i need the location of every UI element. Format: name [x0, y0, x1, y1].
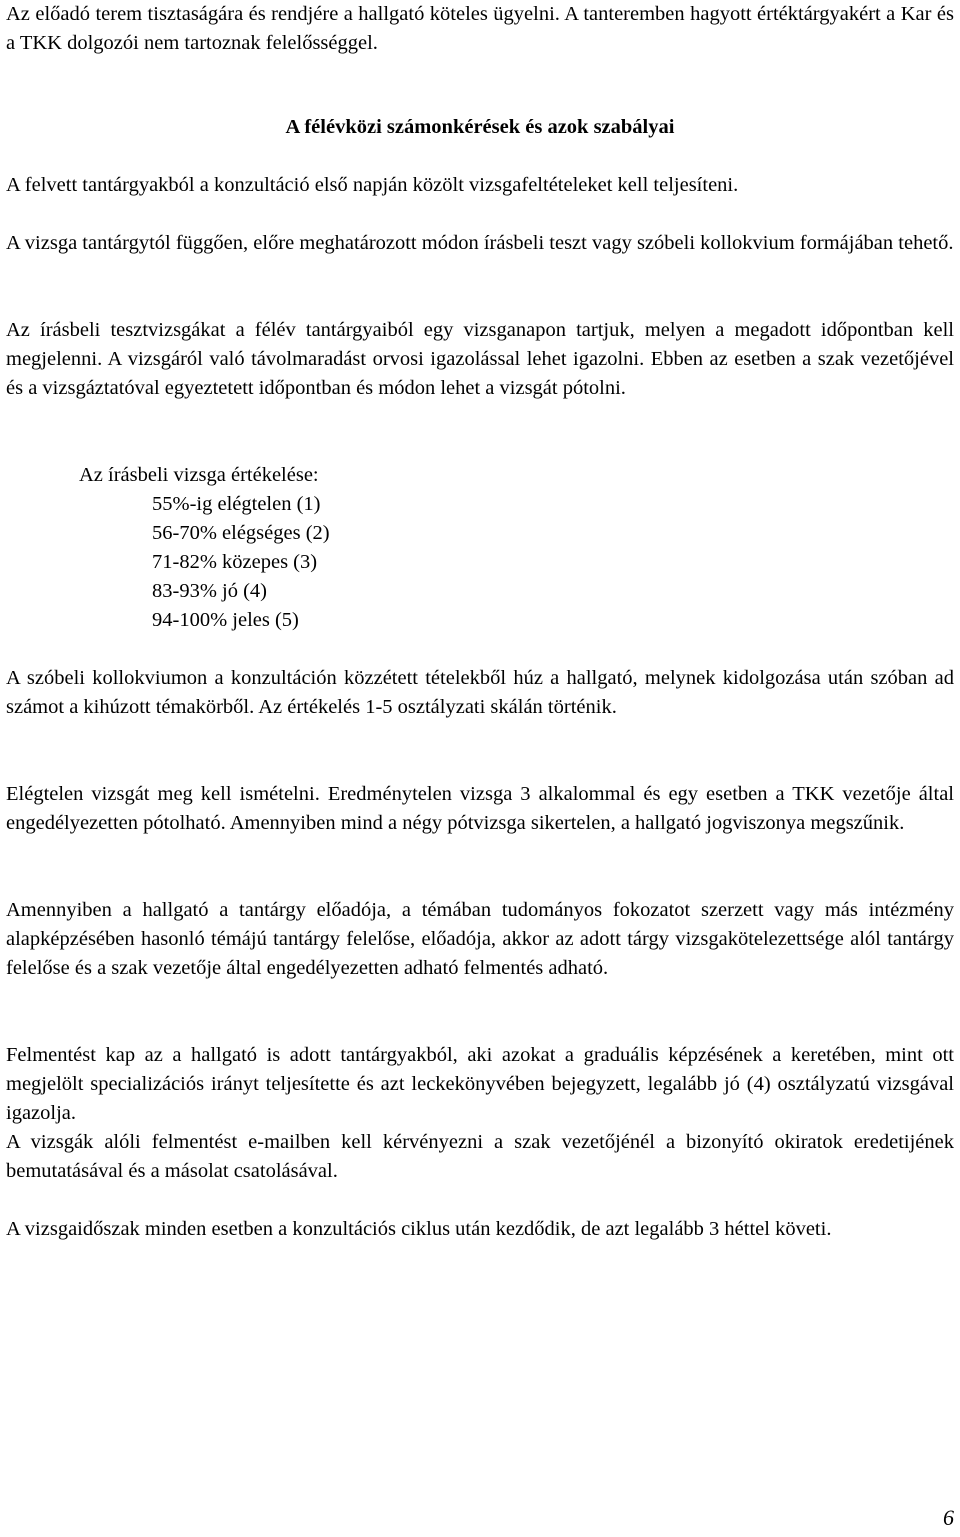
- paragraph-exam-form: A vizsga tantárgytól függően, előre meghatározott módon írásbeli teszt vagy szóbeli kollokvium formájában tehető.: [6, 232, 954, 254]
- paragraph-exam-requirements: A felvett tantárgyakból a konzultáció első napján közölt vizsgafeltételeket kell teljesíteni.: [6, 174, 739, 196]
- paragraph-written-exams: Az írásbeli tesztvizsgákat a félév tantárgyaiból egy vizsganapon tartjuk, melyen a megadott időpontban kell megjelenni. A vizsgáról való távolmaradást orvosi igazolással lehet igazolni. Ebben az esetben a szak vezetőjével és a vizsgáztatóval egyeztetett időpontban és módon lehet a vizsgát pótolni.: [6, 319, 954, 399]
- grading-list: [152, 490, 330, 635]
- paragraph-exemption-prior-studies: Felmentést kap az a hallgató is adott tantárgyakból, aki azokat a graduális képzésének a keretében, mint ott megjelölt specializációs irányt teljesítette és azt leckekönyvében bejegyzett, legalább jó (4) osztályzatú vizsgával igazolja.: [6, 1044, 954, 1124]
- grading-title: Az írásbeli vizsga értékelése:: [79, 464, 319, 486]
- paragraph-exemption-request: A vizsgák alóli felmentést e-mailben kell kérvényezni a szak vezetőjénél a bizonyító okiratok eredetijének bemutatásával és a másolat csatolásával.: [6, 1131, 954, 1182]
- grade-item: 55%-ig elégtelen (1): [152, 493, 321, 515]
- paragraph-classroom-rules: Az előadó terem tisztaságára és rendjére a hallgató köteles ügyelni. A tanteremben hagyott értéktárgyakért a Kar és a TKK dolgozói nem tartoznak felelősséggel.: [6, 3, 954, 54]
- paragraph-exam-period: A vizsgaidőszak minden esetben a konzultációs ciklus után kezdődik, de azt legalább 3 héttel követi.: [6, 1218, 832, 1240]
- grade-item: 56-70% elégséges (2): [152, 522, 330, 544]
- paragraph-exemption-lecturer: Amennyiben a hallgató a tantárgy előadója, a témában tudományos fokozatot szerzett vagy más intézmény alapképzésében hasonló témájú tantárgy felelőse, előadója, akkor az adott tárgy vizsgakötelezettsége alól tantárgy felelőse és a szak vezetője által engedélyezetten adható felmentés adható.: [6, 899, 954, 979]
- grade-item: 71-82% közepes (3): [152, 551, 318, 573]
- paragraph-oral-colloquium: A szóbeli kollokviumon a konzultáción közzétett tételekből húz a hallgató, melynek kidolgozása után szóban ad számot a kihúzott témakörből. Az értékelés 1-5 osztályzati skálán történik.: [6, 667, 954, 718]
- grade-item: 83-93% jó (4): [152, 580, 268, 602]
- section-heading: A félévközi számonkérések és azok szabályai: [285, 116, 675, 138]
- grade-item: 94-100% jeles (5): [152, 609, 299, 631]
- page-number: 6: [943, 1505, 954, 1530]
- paragraph-failed-exam: Elégtelen vizsgát meg kell ismételni. Eredménytelen vizsga 3 alkalommal és egy esetben a TKK vezetője által engedélyezetten pótolható. Amennyiben mind a négy pótvizsga sikertelen, a hallgató jogviszonya megszűnik.: [6, 783, 954, 834]
